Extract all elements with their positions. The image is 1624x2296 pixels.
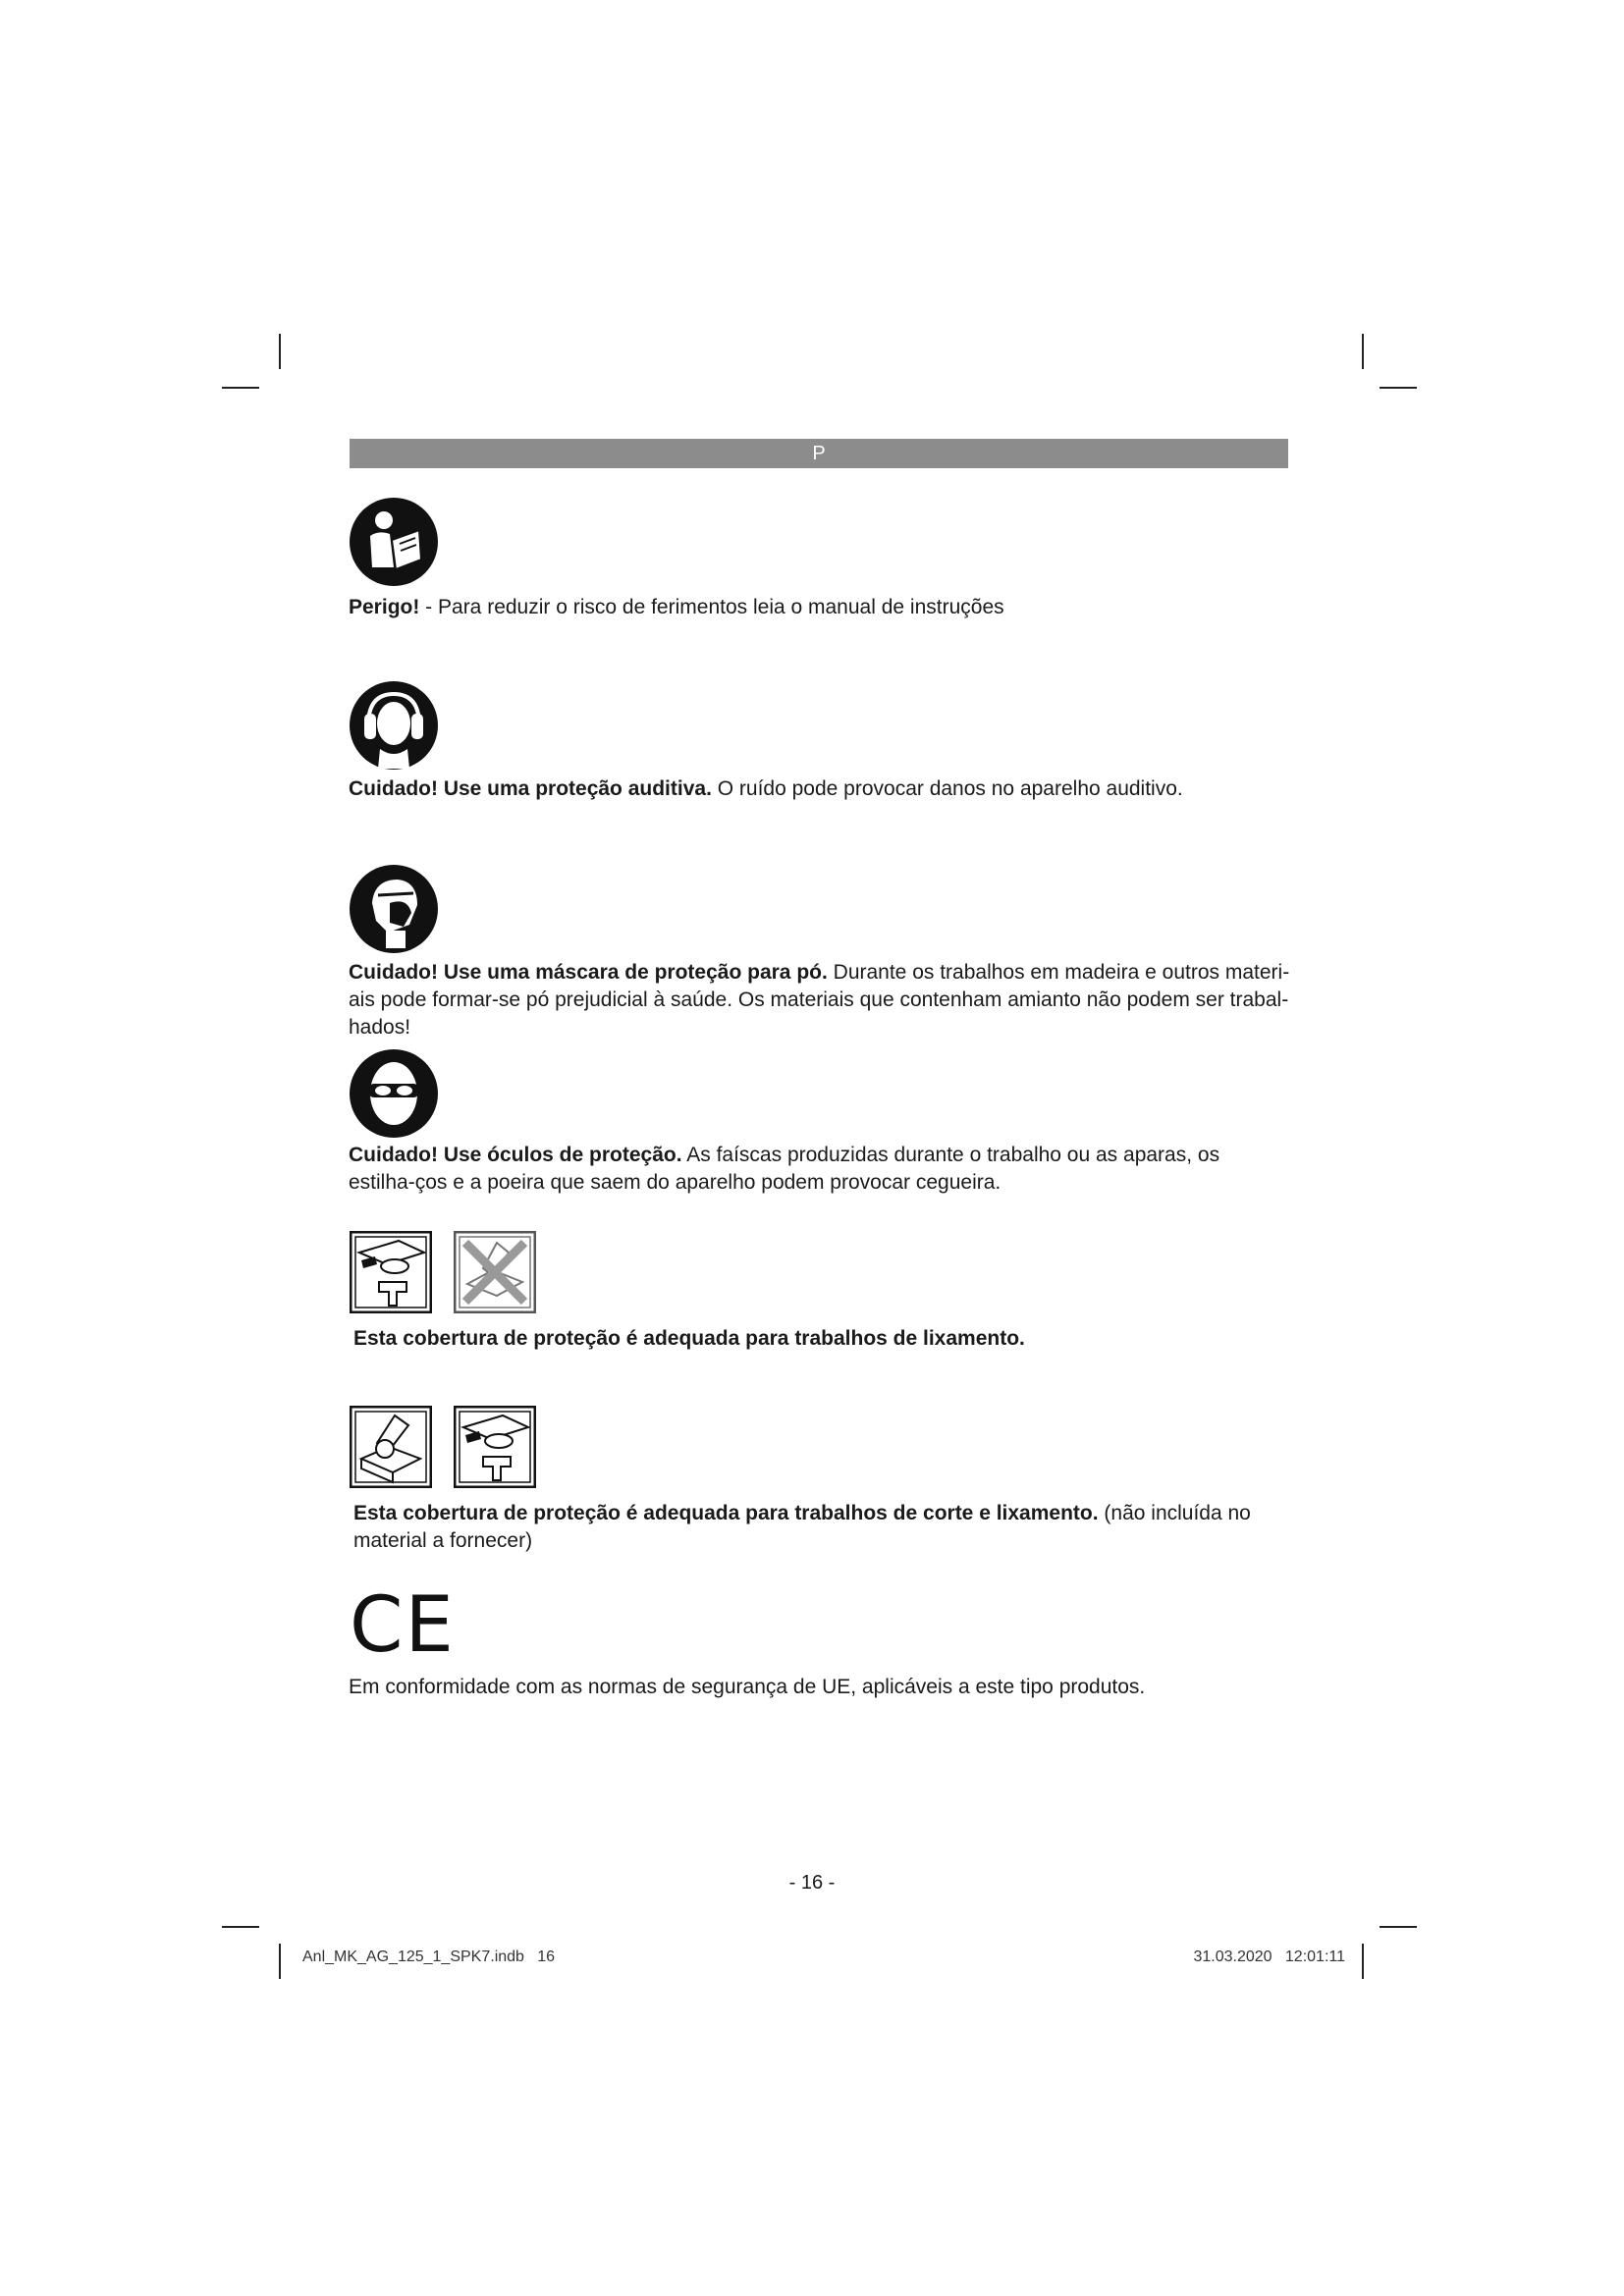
crop-mark (222, 387, 259, 389)
warning-safety-goggles: Cuidado! Use óculos de proteção. As faíscas produzidas durante o trabalho ou as aparas, os estilha-ços e a poeira que saem do aparelho podem provocar cegueira. (349, 1144, 1220, 1194)
warning-hearing-protection: Cuidado! Use uma proteção auditiva. O ruído pode provocar danos no aparelho auditivo. (349, 777, 1183, 800)
ce-mark-icon: CE (350, 1581, 456, 1670)
crop-mark (279, 334, 281, 369)
note-cutting-guard: Esta cobertura de proteção é adequada para trabalhos de corte e lixamento. (não incluída no material a fornecer) (353, 1502, 1251, 1552)
language-header-bar: P (350, 439, 1288, 468)
crop-mark (1380, 1926, 1417, 1928)
crop-mark (222, 1926, 259, 1928)
ce-conformity-text: Em conformidade com as normas de segurança de UE, aplicáveis a este tipo produtos. (349, 1676, 1146, 1698)
note-grinding-guard: Esta cobertura de proteção é adequada para trabalhos de lixamento. (353, 1327, 1025, 1350)
warning-read-manual: Perigo! - Para reduzir o risco de ferimentos leia o manual de instruções (349, 596, 1004, 618)
read-manual-icon (349, 497, 439, 587)
crop-mark (1380, 387, 1417, 389)
crop-mark (1362, 334, 1364, 369)
crop-mark (1362, 1944, 1364, 1979)
cutting-guard-icon (350, 1406, 432, 1488)
warning-dust-mask: Cuidado! Use uma máscara de proteção para pó. Durante os trabalhos em madeira e outros materi-ais pode formar-se pó prejudicial à saúde. Os materiais que contenham amianto não podem ser trabal-hados! (349, 961, 1290, 1039)
dust-mask-icon (349, 864, 439, 954)
safety-goggles-icon (349, 1048, 439, 1139)
footer-timestamp: 31.03.2020 12:01:11 (1193, 1949, 1345, 1965)
grinding-guard-icon (350, 1231, 432, 1313)
crop-mark (279, 1944, 281, 1979)
page-number: - 16 - (788, 1872, 836, 1894)
grinding-guard-icon (454, 1406, 536, 1488)
ear-protection-icon (349, 680, 439, 771)
no-cutting-icon (454, 1231, 536, 1313)
footer-filename: Anl_MK_AG_125_1_SPK7.indb 16 (302, 1949, 556, 1965)
